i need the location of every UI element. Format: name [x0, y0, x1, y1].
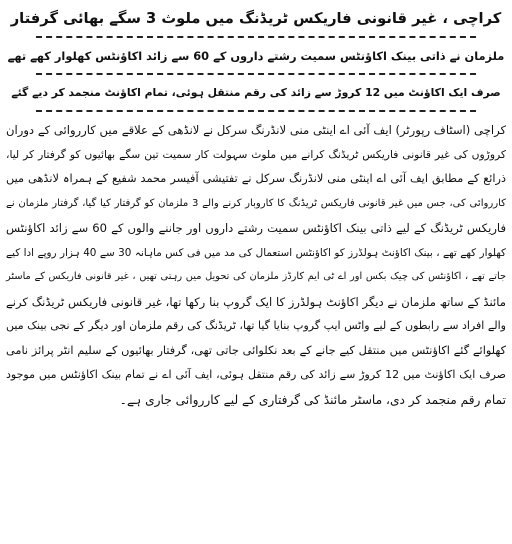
body-line: والے افراد سے رابطوں کے لیے واٹس ایپ گروپ بنایا گیا تھا، ٹریڈنگ کی رقم ملزمان اور دیگر کے نجی بینک میں	[6, 319, 506, 332]
body-line: تمام رقم منجمد کر دی، ماسٹر مائنڈ کی گرفتاری کے لیے کارروائی جاری ہے۔	[119, 392, 506, 407]
body-line: مائنڈ کے ساتھ ملزمان نے دیگر اکاؤنٹ ہولڈرز کا ایک گروپ بنا رکھا تھا، غیر قانونی فاریکس ٹریڈنگ کرنے	[6, 294, 506, 309]
divider	[36, 73, 476, 75]
body-line: کارروائی کی، جس میں غیر قانونی فاریکس ٹریڈنگ کا کاروبار کرنے والے 3 ملزمان کو گرفتار کیا گیا، گرفتار ملزمان نے	[6, 197, 506, 209]
body-line: کھلوار کھے تھے ، بینک اکاؤنٹ ہولڈرز کو اکاؤنٹس استعمال کی مد میں فی کس ماہانہ 30 سے 40 ہزار روپے ادا کیے	[6, 246, 507, 259]
body-line: کھلوائے گئے اکاؤنٹس میں منتقل کیے جانے کے بعد نکلوائی جاتی تھی، گرفتار بھائیوں کے سلیم انٹر پرائز نامی	[6, 343, 506, 357]
headline-sub-2: صرف ایک اکاؤنٹ میں 12 کروڑ سے زائد کی رقم منتقل ہوئی، تمام اکاؤنٹ منجمد کر دیے گئے	[11, 86, 501, 99]
headline-block	[6, 4, 506, 112]
divider	[36, 110, 476, 112]
body-line: فاریکس ٹریڈنگ کے لیے ذاتی بینک اکاؤنٹس سمیت رشتے داروں اور جاننے والوں کے 60 سے زائد اکاؤنٹس	[6, 221, 506, 235]
body-line: کروڑوں کی غیر قانونی فاریکس ٹریڈنگ کرانے میں ملوث سہولت کار سمیت تین سگے بھائیوں کو گرفتار کر لیا،	[6, 147, 506, 161]
body-line: کراچی (اسٹاف رپورٹر) ایف آئی اے اینٹی منی لانڈرنگ سرکل نے لانڈھی کے علاقے میں کارروائی کے دوران	[6, 123, 506, 137]
article-body	[6, 118, 506, 412]
headline-sub-1: ملزمان نے ذاتی بینک اکاؤنٹس سمیت رشتے داروں کے 60 سے زائد اکاؤنٹس کھلوار کھے تھے	[7, 49, 505, 63]
body-line: صرف ایک اکاؤنٹ میں 12 کروڑ سے زائد کی رقم منتقل ہوئی، ایف آئی اے نے تمام بینک اکاؤنٹس میں موجود	[6, 368, 507, 381]
divider	[36, 36, 476, 38]
headline-main: کراچی ، غیر قانونی فاریکس ٹریڈنگ میں ملوث 3 سگے بھائی گرفتار	[10, 10, 502, 27]
body-line: جاتے تھے ، اکاؤنٹس کی چیک بکس اور اے ٹی ایم کارڈز ملزمان کی تحویل میں رہتی تھیں ، غیر قانونی فاریکس کے ماسٹر	[6, 271, 506, 282]
body-line: ذرائع کے مطابق ایف آئی اے اینٹی منی لانڈرنگ سرکل نے تفتیشی آفیسر محمد شفیع کے ہمراہ لانڈھی میں	[6, 172, 506, 185]
